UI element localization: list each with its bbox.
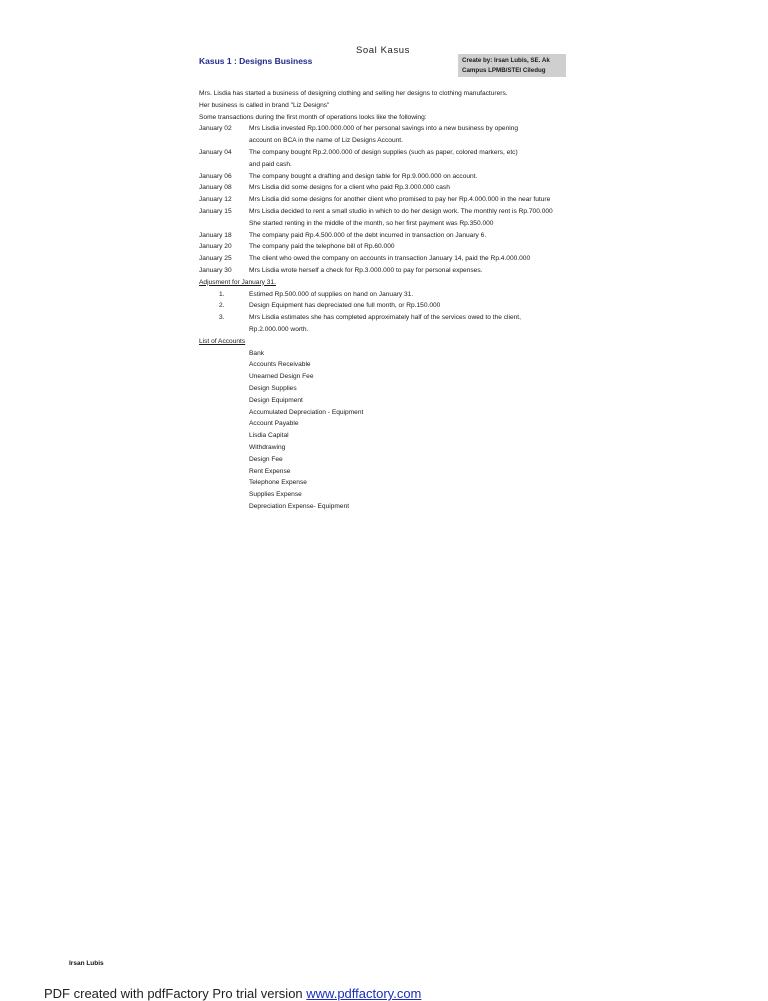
adjustment-heading: Adjusment for January 31. <box>199 278 276 286</box>
transaction-row <box>199 230 579 242</box>
account-item: Accounts Receivable <box>249 361 311 369</box>
transaction-description: Mrs Lisdia invested Rp.100.000.000 of her personal savings into a new business by opening <box>249 125 519 133</box>
account-item: Design Supplies <box>249 384 297 392</box>
account-item: Lisdia Capital <box>249 432 289 440</box>
transaction-description-continued: She started renting in the middle of the month, so her first payment was Rp.350.000 <box>249 219 494 227</box>
intro-line: Mrs. Lisdia has started a business of designing clothing and selling her designs to clothing manufacturers. <box>199 90 508 97</box>
transaction-date: January 18 <box>199 231 232 239</box>
document-body <box>199 88 579 513</box>
account-item: Supplies Expense <box>249 491 302 499</box>
account-item: Accumulated Depreciation - Equipment <box>249 408 364 416</box>
transaction-date: January 30 <box>199 266 232 274</box>
creator-name: Create by: Irsan Lubis, SE. Ak <box>462 57 550 64</box>
transaction-date: January 08 <box>199 184 232 192</box>
creator-campus: Campus LPMB/STEI Ciledug <box>462 67 546 74</box>
watermark-link[interactable]: www.pdffactory.com <box>306 986 422 1001</box>
account-item: Depreciation Expense- Equipment <box>249 502 350 510</box>
transaction-description: The company paid the telephone bill of Rp.60.000 <box>249 243 395 251</box>
account-item: Design Equipment <box>249 396 303 404</box>
adjustment-number: 2. <box>219 302 225 310</box>
watermark-text: PDF created with pdfFactory Pro trial version <box>44 986 307 1001</box>
accounts-heading: List of Accounts <box>199 337 246 345</box>
account-item: Withdrawing <box>249 443 286 451</box>
transaction-row <box>199 206 579 218</box>
intro-section <box>199 88 579 123</box>
adjustment-text: Mrs Lisdia estimates she has completed approximately half of the services owed to the client, <box>249 314 521 322</box>
transaction-row <box>199 147 579 159</box>
transaction-date: January 15 <box>199 207 232 215</box>
transaction-description: Mrs Lisdia did some designs for another client who promised to pay her Rp.4.000.000 in the near future <box>249 196 551 204</box>
transaction-row <box>199 182 579 194</box>
transaction-row <box>199 253 579 265</box>
transaction-date: January 04 <box>199 148 232 156</box>
transaction-description: Mrs Lisdia did some designs for a client who paid Rp.3.000.000 cash <box>249 184 450 192</box>
account-item: Bank <box>249 349 265 357</box>
intro-line: Her business is called in brand "Liz Designs" <box>199 101 330 109</box>
adjustment-text-continued: Rp.2.000.000 worth. <box>249 325 309 333</box>
creator-box <box>458 54 566 77</box>
case-title: Kasus 1 : Designs Business <box>199 56 313 66</box>
transaction-description: The company paid Rp.4.500.000 of the debt incurred in transaction on January 6. <box>249 231 487 239</box>
accounts-list <box>199 348 579 513</box>
adjustment-item <box>199 312 579 324</box>
transactions-section <box>199 123 579 276</box>
footer-author: Irsan Lubis <box>69 960 104 967</box>
account-item: Design Fee <box>249 455 283 463</box>
intro-line: Some transactions during the first month of operations looks like the following: <box>199 113 427 121</box>
transaction-description: The client who owed the company on accounts in transaction January 14, paid the Rp.4.000.000 <box>249 255 531 263</box>
document-title: Soal Kasus <box>355 45 411 56</box>
adjustment-number: 3. <box>219 314 225 322</box>
transaction-row <box>199 123 579 135</box>
adjustment-text: Design Equipment has depreciated one full month, or Rp.150.000 <box>249 302 441 310</box>
adjustment-number: 1. <box>219 290 225 298</box>
transaction-row <box>199 171 579 183</box>
transaction-description: The company bought Rp.2.000.000 of design supplies (such as paper, colored markers, etc) <box>249 148 518 156</box>
transaction-row <box>199 265 579 277</box>
adjustment-section <box>199 289 579 336</box>
adjustment-item <box>199 300 579 312</box>
transaction-row <box>199 241 579 253</box>
transaction-date: January 20 <box>199 243 232 251</box>
adjustment-item <box>199 289 579 301</box>
account-item: Telephone Expense <box>249 479 307 487</box>
transaction-description-continued: and paid cash. <box>249 160 292 168</box>
transaction-date: January 25 <box>199 255 232 263</box>
transaction-date: January 06 <box>199 172 232 180</box>
transaction-description: Mrs Lisdia decided to rent a small studio in which to do her design work. The monthly rent is Rp.700.000 <box>249 207 553 215</box>
transaction-date: January 12 <box>199 196 232 204</box>
account-item: Rent Expense <box>249 467 291 475</box>
transaction-row <box>199 194 579 206</box>
adjustment-text: Estimed Rp.500.000 of supplies on hand on January 31. <box>249 290 414 298</box>
transaction-description: The company bought a drafting and design table for Rp.9.000.000 on account. <box>249 172 478 180</box>
transaction-date: January 02 <box>199 125 232 133</box>
transaction-description-continued: account on BCA in the name of Liz Designs Account. <box>249 137 403 145</box>
transaction-description: Mrs Lisdia wrote herself a check for Rp.3.000.000 to pay for personal expenses. <box>249 266 483 274</box>
account-item: Account Payable <box>249 420 299 428</box>
account-item: Unearned Design Fee <box>249 373 314 381</box>
